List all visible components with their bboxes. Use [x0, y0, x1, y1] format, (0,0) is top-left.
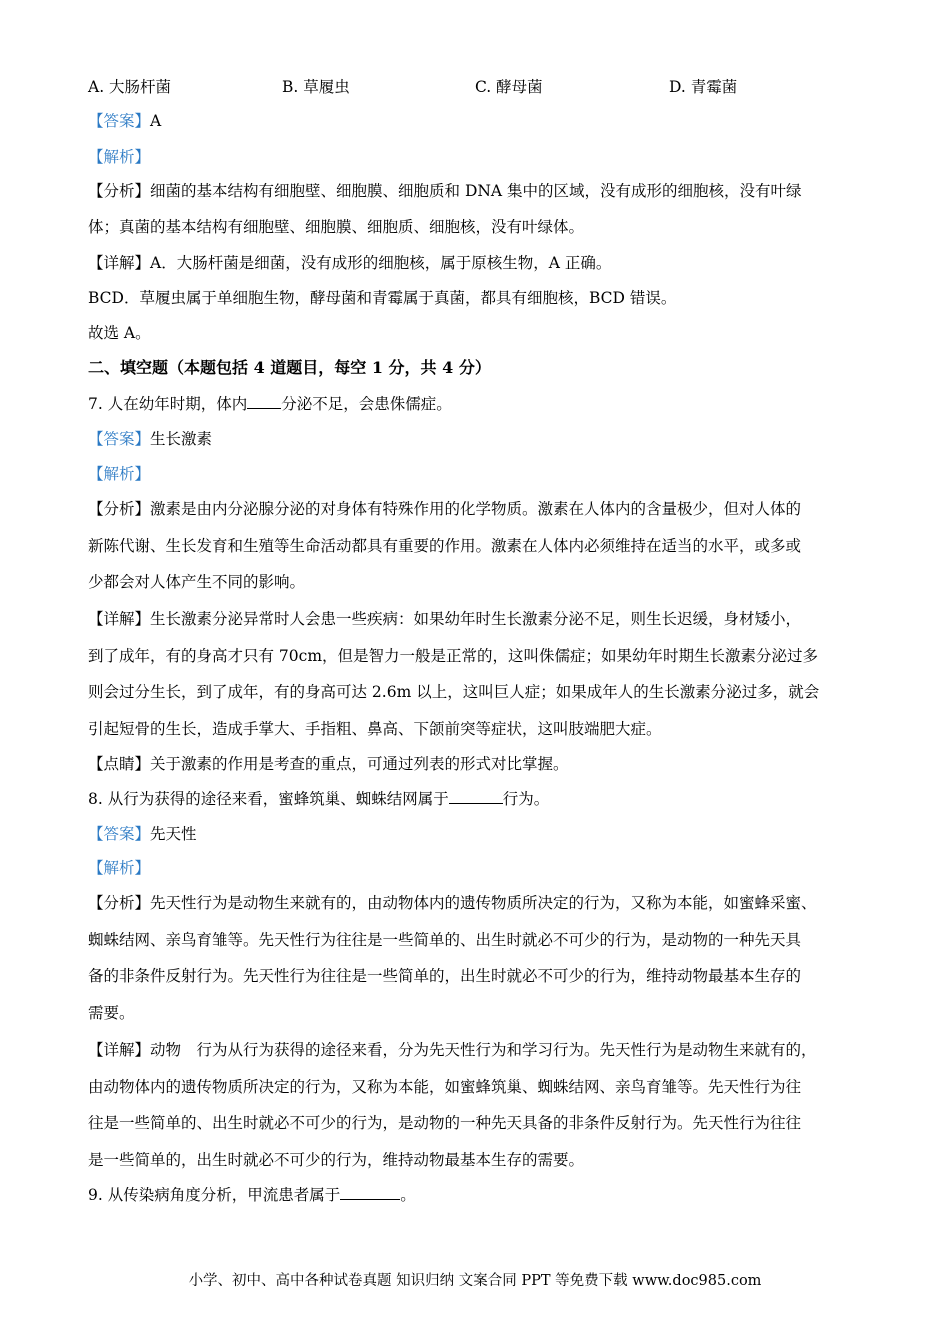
- q7-answer-line: [88, 428, 212, 450]
- q6-option-d: D. 青霉菌: [669, 78, 738, 96]
- q7-dianjing-text: 关于激素的作用是考查的重点，可通过列表的形式对比掌握。: [150, 755, 569, 773]
- q8-fenxi-line3: 备的非条件反射行为。先天性行为往往是一些简单的，出生时就必不可少的行为，维持动物最基本生存的: [88, 967, 802, 985]
- q6-xiangjie-text1: A．大肠杆菌是细菌，没有成形的细胞核，属于原核生物，A 正确。: [150, 254, 612, 272]
- fenxi-tag: 【分析】: [88, 894, 151, 912]
- dianjing-tag: 【点睛】: [88, 755, 151, 773]
- xiangjie-tag: 【详解】: [88, 610, 151, 628]
- q9-blank: [340, 1185, 400, 1200]
- q6-fenxi-line1: [88, 180, 802, 202]
- q6-option-c: C. 酵母菌: [475, 78, 543, 96]
- xiangjie-tag: 【详解】: [88, 254, 151, 272]
- q7-xiangjie-text1: 生长激素分泌异常时人会患一些疾病：如果幼年时生长激素分泌不足，则生长迟缓，身材矮小，: [150, 610, 802, 628]
- q6-option-b: B. 草履虫: [282, 78, 350, 96]
- q8-xiangjie-line3: 往是一些简单的、出生时就必不可少的行为，是动物的一种先天具备的非条件反射行为。先天性行为往往: [88, 1114, 802, 1132]
- q8-answer: 先天性: [150, 825, 197, 843]
- q8-xiangjie-line4: 是一些简单的，出生时就必不可少的行为，维持动物最基本生存的需要。: [88, 1151, 585, 1169]
- q7-question: [88, 393, 452, 415]
- q8-analysis-tag: 【解析】: [88, 859, 151, 877]
- q7-answer: 生长激素: [150, 430, 213, 448]
- q7-fenxi-text1: 激素是由内分泌腺分泌的对身体有特殊作用的化学物质。激素在人体内的含量极少，但对人体的: [150, 500, 802, 518]
- q6-fenxi-text1: 细菌的基本结构有细胞壁、细胞膜、细胞质和 DNA 集中的区域，没有成形的细胞核，没有叶绿: [150, 182, 802, 200]
- q6-xiangjie-line1: [88, 252, 611, 274]
- answer-tag: 【答案】: [88, 825, 151, 843]
- q7-fenxi-line2: 新陈代谢、生长发育和生殖等生命活动都具有重要的作用。激素在人体内必须维持在适当的水平，或多或: [88, 537, 802, 555]
- xiangjie-tag: 【详解】: [88, 1041, 151, 1059]
- q6-fenxi-line2: 体；真菌的基本结构有细胞壁、细胞膜、细胞质、细胞核，没有叶绿体。: [88, 218, 585, 236]
- q7-xiangjie-line1: [88, 608, 801, 630]
- q7-fenxi-line1: [88, 498, 801, 520]
- q8-question-pre: 8. 从行为获得的途径来看，蜜蜂筑巢、蜘蛛结网属于: [88, 790, 449, 808]
- page-footer: 小学、初中、高中各种试卷真题 知识归纳 文案合同 PPT 等免费下载 www.doc985.com: [188, 1273, 762, 1289]
- q6-answer-line: [88, 110, 161, 132]
- q6-analysis-tag: 【解析】: [88, 148, 151, 166]
- q7-dianjing-line: [88, 753, 569, 775]
- q7-xiangjie-line3: 则会过分生长，到了成年，有的身高可达 2.6m 以上，这叫巨人症；如果成年人的生长激素分泌过多，就会: [88, 683, 820, 701]
- q7-fenxi-line3: 少都会对人体产生不同的影响。: [88, 573, 306, 591]
- q6-option-a: A. 大肠杆菌: [88, 78, 172, 96]
- q8-question: [88, 788, 549, 810]
- q7-question-post: 分泌不足，会患侏儒症。: [281, 395, 452, 413]
- fenxi-tag: 【分析】: [88, 500, 151, 518]
- q9-question: [88, 1184, 416, 1206]
- q8-answer-line: [88, 823, 197, 845]
- section-title: 二、填空题（本题包括 4 道题目，每空 1 分，共 4 分）: [88, 358, 491, 377]
- q7-xiangjie-line2: 到了成年，有的身高才只有 70cm，但是智力一般是正常的，这叫侏儒症；如果幼年时期生长激素分泌过多: [88, 647, 819, 665]
- q8-blank: [449, 789, 503, 804]
- q8-fenxi-line2: 蜘蛛结网、亲鸟育雏等。先天性行为往往是一些简单的、出生时就必不可少的行为，是动物的一种先天具: [88, 931, 802, 949]
- q7-analysis-tag: 【解析】: [88, 465, 151, 483]
- q6-xiangjie-line2: BCD．草履虫属于单细胞生物，酵母菌和青霉属于真菌，都具有细胞核，BCD 错误。: [88, 289, 677, 307]
- q8-fenxi-line1: [88, 892, 817, 914]
- q7-xiangjie-line4: 引起短骨的生长，造成手掌大、手指粗、鼻高、下颌前突等症状，这叫肢端肥大症。: [88, 720, 662, 738]
- q9-question-pre: 9. 从传染病角度分析，甲流患者属于: [88, 1186, 341, 1204]
- q8-xiangjie-line1: [88, 1039, 817, 1061]
- q8-question-post: 行为。: [502, 790, 550, 808]
- q8-fenxi-line4: 需要。: [88, 1004, 135, 1022]
- q8-fenxi-text1: 先天性行为是动物生来就有的，由动物体内的遗传物质所决定的行为，又称为本能，如蜜蜂采蜜、: [150, 894, 817, 912]
- q9-question-post: 。: [400, 1186, 416, 1204]
- q8-xiangjie-line2: 由动物体内的遗传物质所决定的行为，又称为本能，如蜜蜂筑巢、蜘蛛结网、亲鸟育雏等。先天性行为往: [88, 1078, 802, 1096]
- answer-tag: 【答案】: [88, 430, 151, 448]
- q8-xiangjie-text1: 动物 行为从行为获得的途径来看，分为先天性行为和学习行为。先天性行为是动物生来就有的，: [150, 1041, 817, 1059]
- answer-tag: 【答案】: [88, 112, 151, 130]
- q7-blank: [247, 394, 281, 409]
- q6-answer: A: [150, 112, 162, 130]
- q6-conclusion: 故选 A。: [88, 324, 151, 342]
- fenxi-tag: 【分析】: [88, 182, 151, 200]
- q7-question-pre: 7. 人在幼年时期，体内: [88, 395, 248, 413]
- q6-options: [88, 75, 868, 97]
